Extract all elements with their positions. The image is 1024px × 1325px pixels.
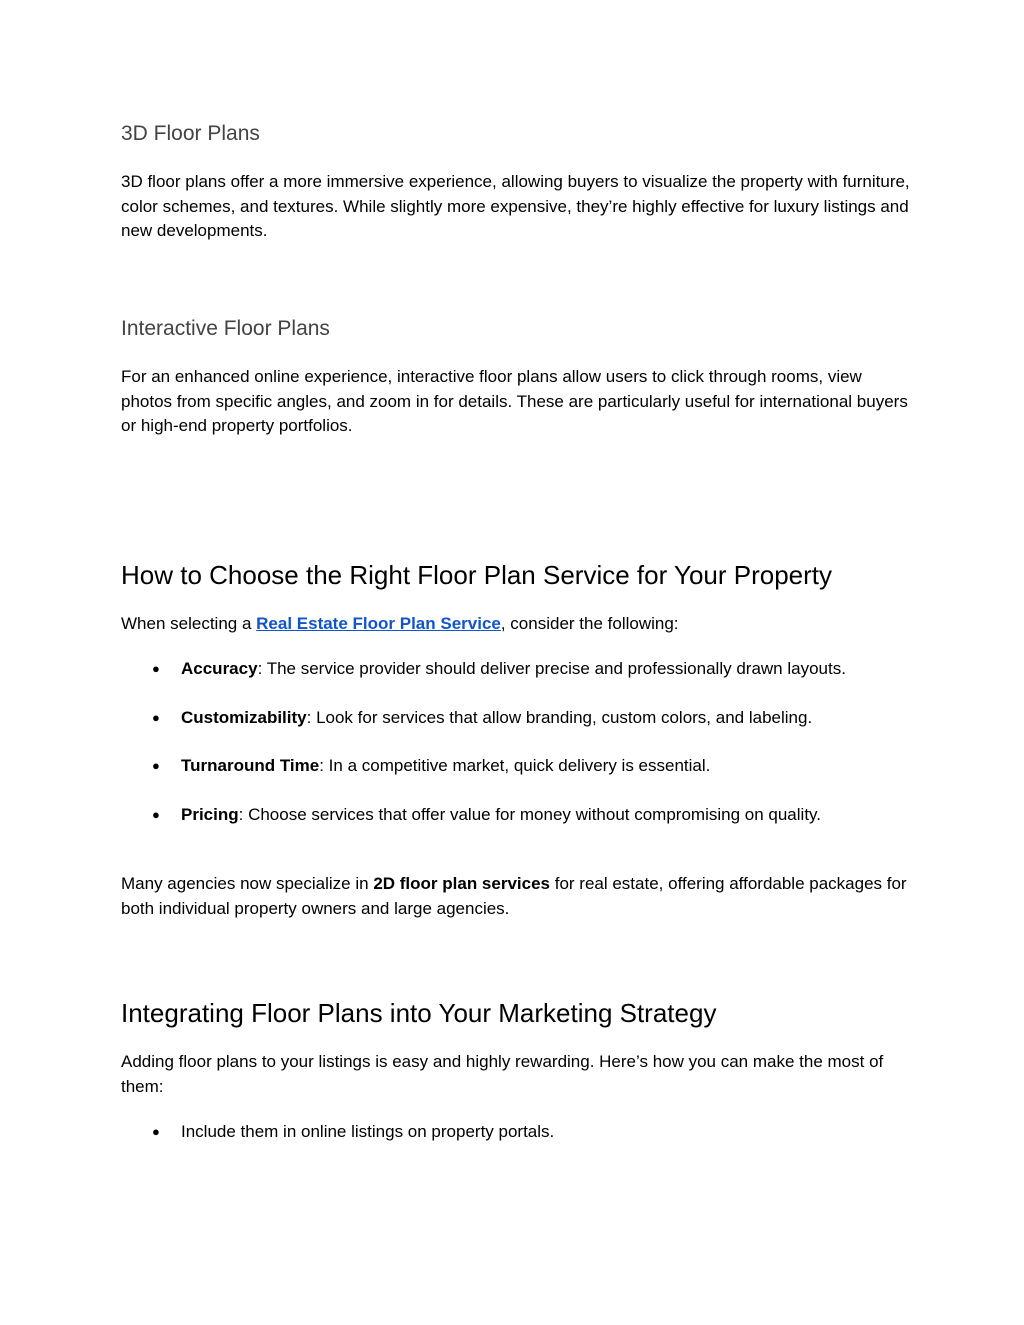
list-item-text: : Choose services that offer value for money without compromising on quality.: [238, 804, 821, 824]
list-item-term: Customizability: [181, 707, 307, 727]
paragraph-choose-intro: [121, 612, 911, 637]
bullet-icon: ●: [152, 661, 160, 676]
list-item-term: Accuracy: [181, 659, 258, 678]
heading-integrating: Integrating Floor Plans into Your Marketing Strategy: [121, 998, 717, 1028]
list-item-text: : In a competitive market, quick delivery is essential.: [319, 756, 711, 775]
paragraph-3d-floor-plans: 3D floor plans offer a more immersive experience, allowing buyers to visualize the property with furniture, color schemes, and textures. While slightly more expensive, they’re highly effective for luxury listings and new developments.: [121, 172, 910, 240]
paragraph-interactive-floor-plans: For an enhanced online experience, interactive floor plans allow users to click through rooms, view photos from specific angles, and zoom in for details. These are particularly useful for international buyers or high-end property portfolios.: [121, 367, 908, 435]
heading-choose-service: How to Choose the Right Floor Plan Service for Your Property: [121, 560, 833, 590]
list-item-online-listings: [121, 1120, 911, 1145]
intro-text-before: When selecting a: [121, 614, 257, 633]
list-item-customizability: [121, 706, 911, 731]
intro-text-after: , consider the following:: [500, 614, 679, 633]
list-item-term: Turnaround Time: [181, 756, 320, 775]
heading-interactive-floor-plans: Interactive Floor Plans: [121, 317, 330, 340]
outro-bold-text: 2D floor plan services: [373, 874, 550, 893]
paragraph-choose-outro: [121, 872, 911, 921]
bullet-icon: ●: [152, 806, 160, 822]
list-item-text: : Look for services that allow branding, custom colors, and labeling.: [306, 707, 813, 727]
paragraph-integrating-intro: Adding floor plans to your listings is easy and highly rewarding. Here’s how you can make the most of them:: [121, 1052, 884, 1096]
heading-3d-floor-plans: 3D Floor Plans: [121, 122, 260, 145]
list-item-turnaround-time: [121, 754, 911, 779]
outro-text-after: for real estate, offering affordable packages for both individual property owners and large agencies.: [121, 874, 907, 918]
list-item-text: : The service provider should deliver precise and professionally drawn layouts.: [257, 659, 846, 678]
bullet-icon: ●: [152, 1124, 160, 1139]
criteria-list: [121, 657, 911, 827]
list-item-text: Include them in online listings on property portals.: [181, 1122, 555, 1141]
integration-list: [121, 1120, 911, 1145]
real-estate-floor-plan-service-link[interactable]: Real Estate Floor Plan Service: [256, 614, 501, 633]
list-item-term: Pricing: [181, 804, 239, 824]
outro-text-before: Many agencies now specialize in: [121, 874, 374, 893]
bullet-icon: ●: [152, 709, 160, 725]
list-item-pricing: [121, 803, 911, 828]
bullet-icon: ●: [152, 758, 160, 773]
list-item-accuracy: [121, 657, 911, 682]
